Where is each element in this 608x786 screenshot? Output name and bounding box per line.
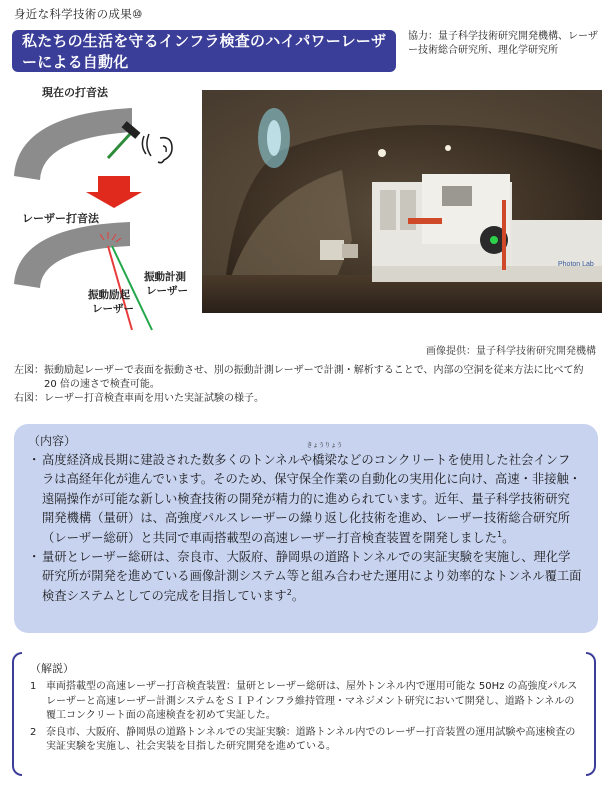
bullet-mark: ・ (28, 550, 41, 565)
note-text: 奈良市、大阪府、静岡県の道路トンネルでの実証実験：道路トンネル内でのレーザー打音装置の運用試験や高速検査の実証実験を実施し、社会実装を目指した研究開発を進めている。 (46, 726, 576, 752)
laser-method-label: レーザー打音法 (22, 213, 99, 225)
excitation-laser-label-2: レーザー (92, 303, 134, 315)
figure-captions (14, 364, 598, 406)
diagram-svg (12, 84, 198, 332)
bracket-right (586, 652, 596, 776)
caption-text: 振動励起レーザーで表面を振動させ、別の振動計測レーザーで計測・解析することで、内部の空洞を従来方法に比べて約 20 倍の速さで検査可能。 (44, 365, 584, 390)
footnote-ref-1: 1 (497, 529, 503, 539)
caption-text: レーザー打音検査車両を用いた実証試験の様子。 (44, 393, 264, 404)
cooperation-credit: 協力：量子科学技術研究開発機構、レーザー技術総合研究所、理化学研究所 (408, 31, 598, 56)
excitation-laser-label: 振動励起 (88, 289, 130, 301)
caption-right-figure (14, 392, 598, 406)
note-number: 1 (30, 681, 37, 692)
page-title-text: 私たちの生活を守るインフラ検査のハイパワーレーザーによる自動化 (22, 32, 387, 71)
footnote-ref-2: 2 (286, 587, 292, 597)
laser-hammering-diagram (12, 84, 198, 332)
content-heading: （内容） (28, 434, 77, 448)
tunnel-wall-upper (14, 108, 132, 180)
tunnel-photo-svg (202, 90, 602, 313)
notes-section (12, 652, 596, 778)
green-laser-light (490, 236, 498, 244)
down-arrow-icon (86, 176, 142, 208)
caption-left-figure (14, 364, 598, 392)
excitation-laser-beam (108, 246, 132, 330)
ruby-kyouryou: きょうりょう 橋梁 (306, 442, 343, 467)
series-label: 身近な科学技術の成果⑩ (14, 7, 143, 21)
note-text: 車両搭載型の高速レーザー打音検査装置：量研とレーザー総研は、屋外トンネル内で運用可能な 50Hz の高強度パルスレーザーと高速レーザー計測システムをＳＩＰインフラ維持管理・マネジメント研究において開発し、道路トンネルの覆工コンクリート面の高速検査を初めて実証した。 (46, 681, 578, 721)
measurement-laser-label-2: レーザー (146, 285, 188, 297)
distant-vehicle (320, 240, 344, 260)
image-credit: 画像提供：量子科学技術研究開発機構 (426, 346, 596, 357)
measurement-laser-label: 振動計測 (144, 271, 186, 283)
truck-brand-text: Photon Lab (558, 261, 594, 268)
note-item (30, 726, 578, 755)
note-number: 2 (30, 726, 37, 738)
tunnel-light (378, 149, 386, 157)
content-bullet-2: ・ 量研とレーザー総研は、奈良市、大阪府、静岡県の道路トンネルでの実証実験を実施し、理化学研究所が開発を進めている画像計測システム等と組み合わせた運用により効率的なトンネル覆工面検査システムとしての完成を目指しています$^2$。 (28, 548, 582, 606)
caption-label: 右図： (14, 393, 44, 404)
content-bullet-1: ・ 高度経済成長期に建設された数多くのトンネルや きょうりょう 橋梁などのコンクリートを使用した社会インフラは高経年化が進んでいます。そのため、保守保全作業の自動化の実用化に向け、高速・非接触・遠隔操作が可能な新しい検査技術の開発が精力的に進められています。近年、量子科学技術研究開発機構（量研）は、高強度パルスレーザーの繰り返し化技術を進め、レーザー技術総合研究所（レーザー総研）と共同で車両搭載型の高速レーザー打音検査装置を開発しました$^1$。 (28, 451, 582, 548)
tunnel-wall-lower (14, 222, 130, 288)
ear-icon (142, 134, 172, 163)
caption-label: 左図： (14, 365, 44, 376)
page-title (12, 30, 396, 72)
note-item (30, 680, 578, 724)
current-method-label: 現在の打音法 (42, 87, 108, 99)
bullet-mark: ・ (28, 453, 41, 467)
content-section (14, 424, 598, 633)
bracket-left (12, 652, 22, 776)
tunnel-test-photo (202, 90, 602, 313)
notes-heading: （解説） (30, 662, 74, 675)
